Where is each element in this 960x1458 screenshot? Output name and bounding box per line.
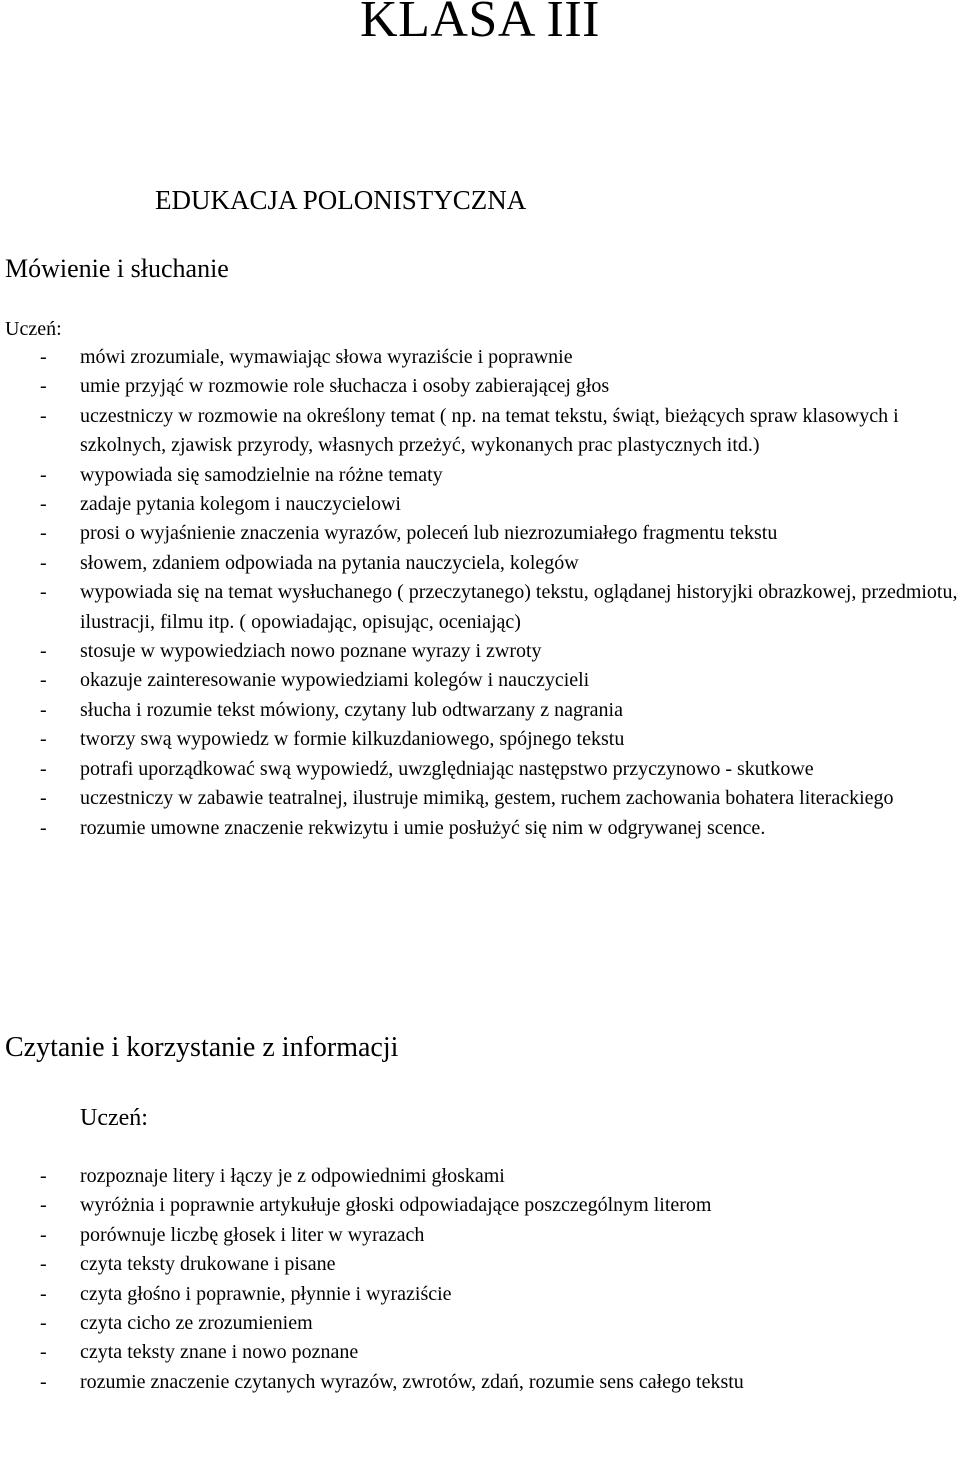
bullet-dash: -: [40, 669, 47, 692]
list-item: [0, 696, 958, 725]
list-item: [0, 755, 958, 784]
list-item: [0, 519, 958, 548]
bullet-dash: -: [40, 816, 47, 839]
reading-list: [0, 1162, 958, 1397]
list-item-text: słucha i rozumie tekst mówiony, czytany lub odtwarzany z nagrania: [80, 698, 623, 721]
list-item: [0, 725, 958, 754]
bullet-dash: -: [40, 463, 47, 486]
list-item-text: mówi zrozumiale, wymawiając słowa wyraziście i poprawnie: [80, 346, 573, 368]
list-item-text: zadaje pytania kolegom i nauczycielowi: [80, 493, 401, 516]
list-item-text: prosi o wyjaśnienie znaczenia wyrazów, poleceń lub niezrozumiałego fragmentu tekstu: [80, 522, 778, 545]
list-item: [0, 1309, 958, 1338]
list-item-text: uczestniczy w zabawie teatralnej, ilustruje mimiką, gestem, ruchem zachowania bohatera literackiego: [80, 787, 894, 810]
list-item: [0, 1162, 958, 1191]
bullet-dash: -: [40, 1370, 47, 1393]
list-item-text: czyta głośno i poprawnie, płynnie i wyraziście: [80, 1282, 452, 1305]
list-item-text: okazuje zainteresowanie wypowiedziami kolegów i nauczycieli: [80, 669, 590, 692]
bullet-dash: -: [40, 346, 47, 368]
bullet-dash: -: [40, 1223, 47, 1246]
list-item: [0, 402, 958, 461]
list-item: [0, 1250, 958, 1279]
bullet-dash: -: [40, 698, 47, 721]
bullet-dash: -: [40, 551, 47, 574]
bullet-dash: -: [40, 1253, 47, 1276]
list-item: [0, 372, 958, 401]
section-heading-reading: Czytanie i korzystanie z informacji: [5, 1032, 399, 1063]
bullet-dash: -: [40, 1312, 47, 1335]
list-item: [0, 637, 958, 666]
list-item: [0, 814, 958, 843]
list-item: [0, 549, 958, 578]
speaking-listening-list: [0, 343, 958, 843]
list-item: [0, 343, 958, 372]
bullet-dash: -: [40, 581, 47, 604]
list-item: [0, 578, 958, 637]
list-item-text: uczestniczy w rozmowie na określony temat ( np. na temat tekstu, świąt, bieżących spraw klasowych i szkolnych, zjawisk przyrody, własnych przeżyć, wykonanych prac plastycznych itd.): [80, 404, 899, 457]
list-item: [0, 1221, 958, 1250]
list-item-text: czyta teksty drukowane i pisane: [80, 1253, 336, 1276]
list-item-text: umie przyjąć w rozmowie role słuchacza i osoby zabierającej głos: [80, 375, 610, 398]
bullet-dash: -: [40, 522, 47, 545]
list-item-text: tworzy swą wypowiedz w formie kilkuzdaniowego, spójnego tekstu: [80, 728, 625, 751]
bullet-dash: -: [40, 1194, 47, 1217]
list-item-text: wyróżnia i poprawnie artykułuje głoski odpowiadające poszczególnym literom: [80, 1194, 712, 1217]
page-title: KLASA III: [360, 0, 600, 48]
list-item-text: rozumie umowne znaczenie rekwizytu i umie posłużyć się nim w odgrywanej scence.: [80, 816, 766, 839]
list-item: [0, 1280, 958, 1309]
list-item-text: słowem, zdaniem odpowiada na pytania nauczyciela, kolegów: [80, 551, 579, 574]
bullet-dash: -: [40, 1282, 47, 1305]
bullet-dash: -: [40, 1341, 47, 1364]
list-item: [0, 1368, 958, 1397]
list-item-text: rozumie znaczenie czytanych wyrazów, zwrotów, zdań, rozumie sens całego tekstu: [80, 1370, 744, 1393]
subject-heading: EDUKACJA POLONISTYCZNA: [155, 185, 527, 215]
section-heading-speaking-listening: Mówienie i słuchanie: [5, 254, 229, 283]
bullet-dash: -: [40, 787, 47, 810]
bullet-dash: -: [40, 404, 47, 427]
student-label: Uczeń:: [5, 318, 62, 340]
bullet-dash: -: [40, 757, 47, 780]
bullet-dash: -: [40, 375, 47, 398]
list-item-text: wypowiada się na temat wysłuchanego ( przeczytanego) tekstu, oglądanej historyjki obrazkowej, przedmiotu, ilustracji, filmu itp. ( opowiadając, opisując, oceniając): [80, 581, 958, 633]
list-item-text: stosuje w wypowiedziach nowo poznane wyrazy i zwroty: [80, 640, 542, 663]
bullet-dash: -: [40, 1165, 47, 1187]
list-item: [0, 461, 958, 490]
list-item: [0, 490, 958, 519]
student-label: Uczeń:: [80, 1105, 148, 1131]
list-item-text: potrafi uporządkować swą wypowiedź, uwzględniając następstwo przyczynowo - skutkowe: [80, 757, 814, 780]
list-item-text: czyta teksty znane i nowo poznane: [80, 1341, 359, 1364]
list-item: [0, 666, 958, 695]
bullet-dash: -: [40, 640, 47, 663]
list-item: [0, 1338, 958, 1367]
list-item-text: czyta cicho ze zrozumieniem: [80, 1312, 313, 1335]
bullet-dash: -: [40, 728, 47, 751]
list-item: [0, 784, 958, 813]
list-item: [0, 1191, 958, 1220]
list-item-text: wypowiada się samodzielnie na różne tematy: [80, 463, 443, 486]
list-item-text: rozpoznaje litery i łączy je z odpowiednimi głoskami: [80, 1165, 505, 1187]
list-item-text: porównuje liczbę głosek i liter w wyrazach: [80, 1223, 425, 1246]
bullet-dash: -: [40, 493, 47, 516]
